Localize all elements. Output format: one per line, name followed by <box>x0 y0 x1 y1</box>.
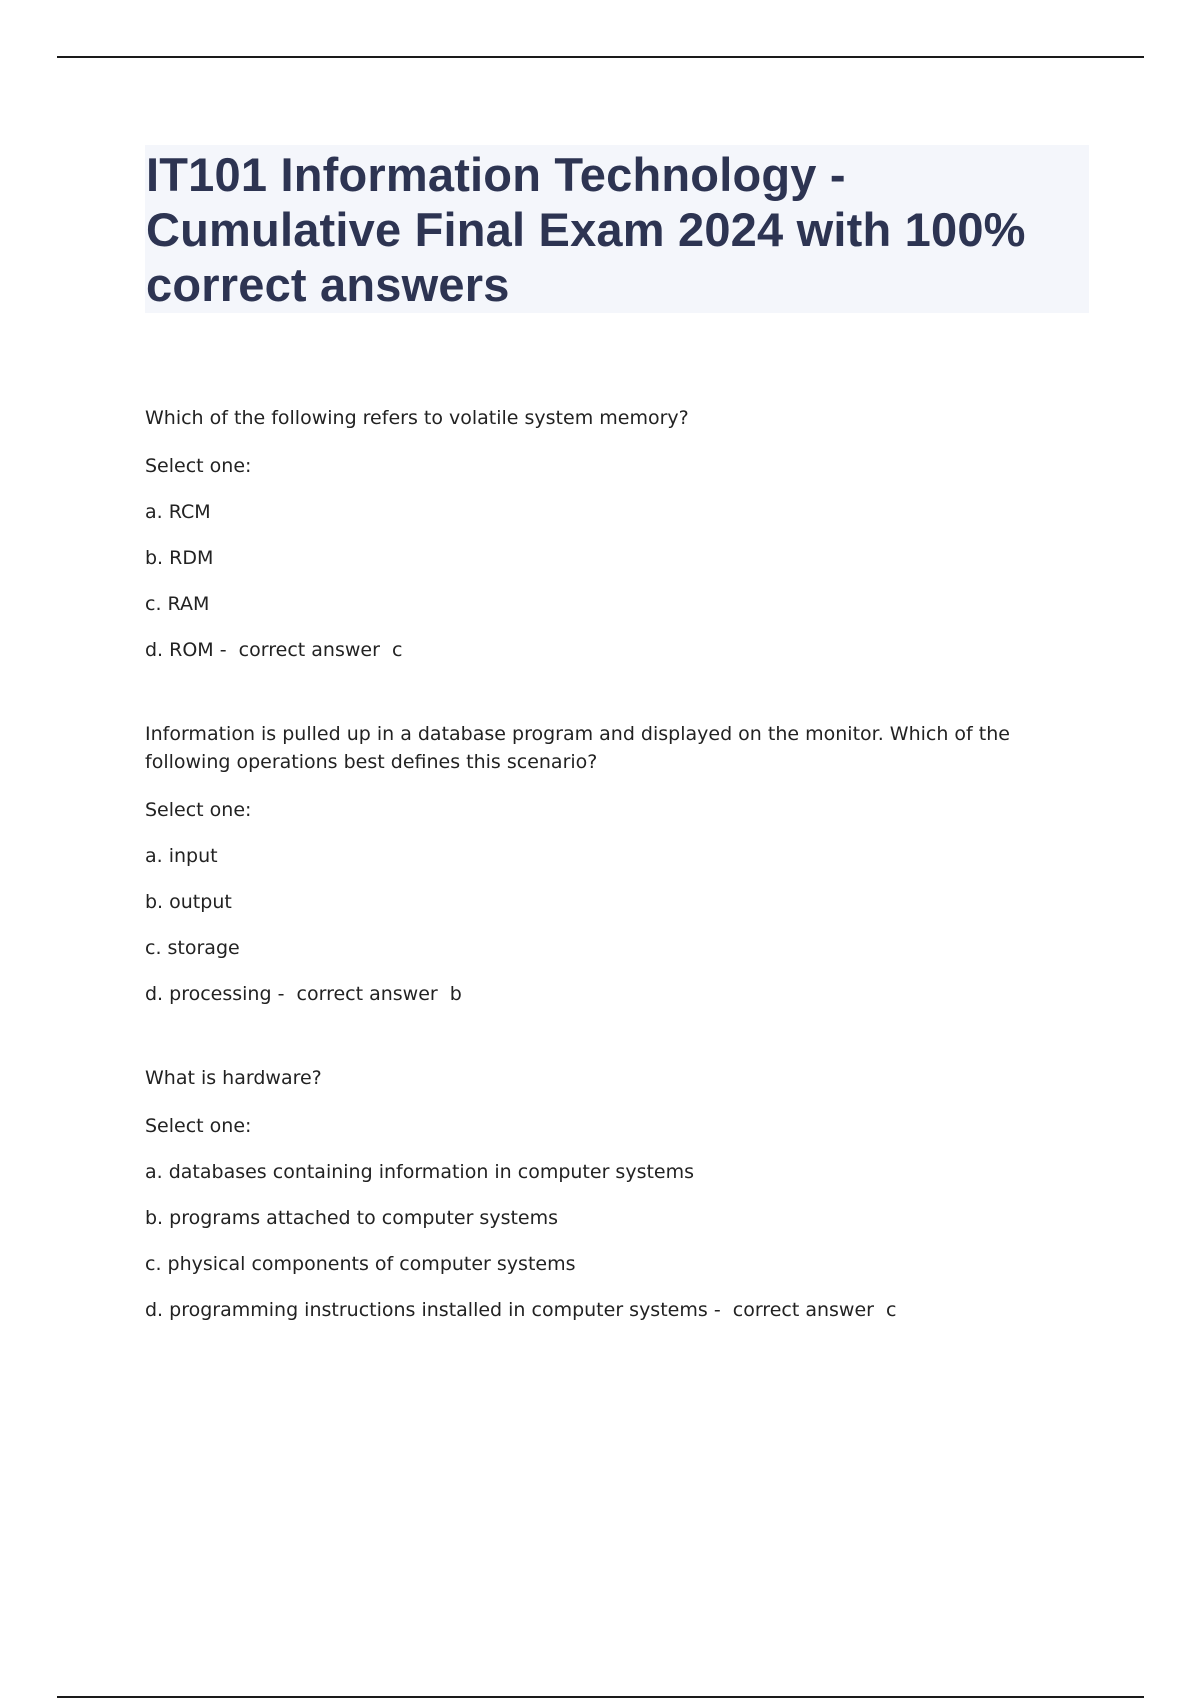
answer-option-a: a. databases containing information in computer systems <box>145 1161 695 1183</box>
answer-option-d: d. programming instructions installed in computer systems <box>145 1299 708 1321</box>
bottom-divider <box>57 1696 1144 1698</box>
answer-option-d: d. processing <box>145 983 272 1005</box>
question-instruction: Select one: <box>145 799 252 821</box>
answer-option-d: d. ROM <box>145 639 214 661</box>
answer-option-a: a. input <box>145 845 218 867</box>
document-title: IT101 Information Technology - Cumulative Final Exam 2024 with 100% correct answers <box>146 148 1026 311</box>
answer-option-c: c. RAM <box>145 593 210 615</box>
answer-option-d-row <box>145 982 1085 1006</box>
answer-option-a: a. RCM <box>145 501 211 523</box>
question-instruction: Select one: <box>145 1115 252 1137</box>
answer-option-c: c. physical components of computer systems <box>145 1253 576 1275</box>
correct-answer-label: - correct answer c <box>219 639 403 661</box>
question-instruction: Select one: <box>145 455 252 477</box>
answer-option-b: b. RDM <box>145 547 214 569</box>
correct-answer-label: - correct answer c <box>713 1299 897 1321</box>
question-1 <box>145 404 1085 662</box>
question-prompt: Which of the following refers to volatile system memory? <box>145 407 689 429</box>
question-prompt: What is hardware? <box>145 1067 322 1089</box>
title-banner <box>145 145 1089 313</box>
answer-option-b: b. programs attached to computer systems <box>145 1207 559 1229</box>
correct-answer-label: - correct answer b <box>277 983 462 1005</box>
answer-option-c: c. storage <box>145 937 240 959</box>
question-3 <box>145 1064 1085 1322</box>
question-prompt: Information is pulled up in a database program and displayed on the monitor. Which of the following operations best defines this scenario? <box>145 723 1010 773</box>
top-divider <box>57 56 1144 58</box>
question-2 <box>145 720 1085 1006</box>
answer-option-b: b. output <box>145 891 232 913</box>
answer-option-d-row <box>145 638 1085 662</box>
answer-option-d-row <box>145 1298 1085 1322</box>
question-list <box>145 404 1085 1380</box>
